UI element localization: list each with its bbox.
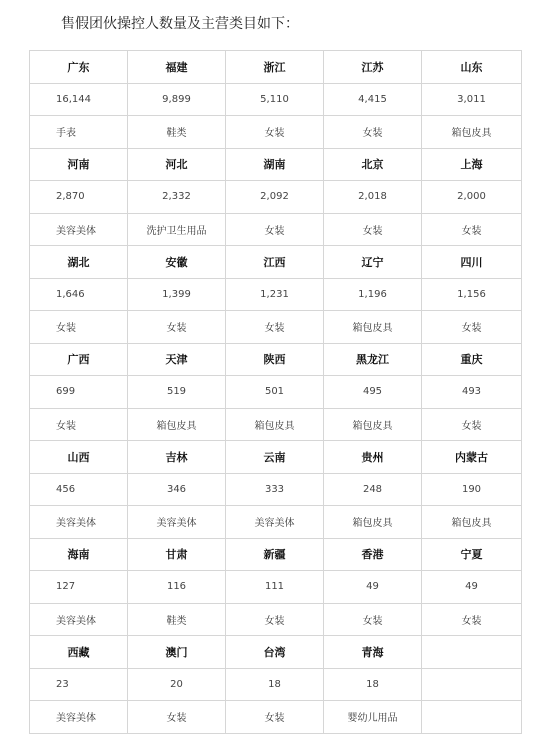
province-name: 西藏 (30, 636, 128, 669)
province-name: 青海 (324, 636, 422, 669)
main-category: 女装 (422, 213, 522, 246)
operator-count: 519 (128, 376, 226, 409)
main-category: 箱包皮具 (324, 506, 422, 539)
province-name: 台湾 (226, 636, 324, 669)
province-name: 甘肃 (128, 538, 226, 571)
province-name: 山西 (30, 441, 128, 474)
main-category: 女装 (226, 701, 324, 734)
operator-count: 1,196 (324, 278, 422, 311)
operator-count: 2,332 (128, 181, 226, 214)
category-row (30, 506, 522, 539)
main-category: 女装 (30, 408, 128, 441)
count-row (30, 668, 522, 701)
province-name: 贵州 (324, 441, 422, 474)
main-category: 女装 (422, 603, 522, 636)
page-title: 售假团伙操控人数量及主营类目如下： (61, 16, 299, 32)
province-name: 福建 (128, 51, 226, 84)
count-row (30, 83, 522, 116)
province-name: 澳门 (128, 636, 226, 669)
province-name: 湖北 (30, 246, 128, 279)
main-category: 女装 (128, 701, 226, 734)
province-name: 宁夏 (422, 538, 522, 571)
province-name: 海南 (30, 538, 128, 571)
main-category: 手表 (30, 116, 128, 149)
province-name: 河南 (30, 148, 128, 181)
main-category: 美容美体 (226, 506, 324, 539)
province-name: 江西 (226, 246, 324, 279)
main-category: 女装 (226, 213, 324, 246)
main-category: 美容美体 (30, 213, 128, 246)
main-category: 箱包皮具 (324, 408, 422, 441)
province-name: 湖南 (226, 148, 324, 181)
category-row (30, 116, 522, 149)
operator-count: 18 (324, 668, 422, 701)
main-category: 女装 (324, 213, 422, 246)
province-header-row (30, 246, 522, 279)
operator-count: 346 (128, 473, 226, 506)
province-name: 北京 (324, 148, 422, 181)
province-name: 河北 (128, 148, 226, 181)
main-category: 女装 (30, 311, 128, 344)
province-name: 四川 (422, 246, 522, 279)
province-name: 江苏 (324, 51, 422, 84)
province-header-row (30, 148, 522, 181)
operator-count: 493 (422, 376, 522, 409)
main-category: 鞋类 (128, 603, 226, 636)
category-row (30, 213, 522, 246)
operator-count: 248 (324, 473, 422, 506)
main-category: 箱包皮具 (128, 408, 226, 441)
operator-count: 1,231 (226, 278, 324, 311)
province-table (29, 50, 522, 734)
main-category: 美容美体 (30, 701, 128, 734)
category-row (30, 311, 522, 344)
category-row (30, 701, 522, 734)
operator-count: 49 (422, 571, 522, 604)
main-category: 箱包皮具 (422, 116, 522, 149)
operator-count: 1,399 (128, 278, 226, 311)
main-category: 女装 (324, 116, 422, 149)
main-category: 箱包皮具 (324, 311, 422, 344)
operator-count: 9,899 (128, 83, 226, 116)
operator-count: 16,144 (30, 83, 128, 116)
count-row (30, 473, 522, 506)
count-row (30, 181, 522, 214)
main-category: 女装 (226, 116, 324, 149)
operator-count: 18 (226, 668, 324, 701)
operator-count: 2,092 (226, 181, 324, 214)
category-row (30, 603, 522, 636)
main-category: 女装 (324, 603, 422, 636)
province-header-row (30, 538, 522, 571)
province-header-row (30, 51, 522, 84)
operator-count: 2,018 (324, 181, 422, 214)
province-name: 广东 (30, 51, 128, 84)
province-name: 天津 (128, 343, 226, 376)
province-name: 陕西 (226, 343, 324, 376)
operator-count: 20 (128, 668, 226, 701)
province-name: 云南 (226, 441, 324, 474)
operator-count: 49 (324, 571, 422, 604)
operator-count: 5,110 (226, 83, 324, 116)
province-name: 上海 (422, 148, 522, 181)
province-name: 广西 (30, 343, 128, 376)
province-name: 内蒙古 (422, 441, 522, 474)
province-name: 安徽 (128, 246, 226, 279)
operator-count: 127 (30, 571, 128, 604)
province-name: 重庆 (422, 343, 522, 376)
province-header-row (30, 343, 522, 376)
operator-count: 333 (226, 473, 324, 506)
operator-count: 23 (30, 668, 128, 701)
province-name (422, 636, 522, 669)
operator-count (422, 668, 522, 701)
operator-count: 1,156 (422, 278, 522, 311)
operator-count: 501 (226, 376, 324, 409)
province-name: 辽宁 (324, 246, 422, 279)
operator-count: 456 (30, 473, 128, 506)
province-header-row (30, 636, 522, 669)
province-name: 黑龙江 (324, 343, 422, 376)
operator-count: 699 (30, 376, 128, 409)
main-category: 女装 (226, 603, 324, 636)
operator-count: 2,870 (30, 181, 128, 214)
main-category: 美容美体 (30, 603, 128, 636)
operator-count: 3,011 (422, 83, 522, 116)
main-category: 鞋类 (128, 116, 226, 149)
count-row (30, 571, 522, 604)
count-row (30, 278, 522, 311)
province-header-row (30, 441, 522, 474)
main-category: 婴幼儿用品 (324, 701, 422, 734)
main-category: 女装 (128, 311, 226, 344)
province-name: 浙江 (226, 51, 324, 84)
province-name: 山东 (422, 51, 522, 84)
operator-count: 190 (422, 473, 522, 506)
province-name: 吉林 (128, 441, 226, 474)
operator-count: 4,415 (324, 83, 422, 116)
operator-count: 495 (324, 376, 422, 409)
province-name: 香港 (324, 538, 422, 571)
main-category: 女装 (422, 311, 522, 344)
main-category: 箱包皮具 (422, 506, 522, 539)
main-category: 美容美体 (128, 506, 226, 539)
main-category: 女装 (226, 311, 324, 344)
operator-count: 111 (226, 571, 324, 604)
operator-count: 116 (128, 571, 226, 604)
main-category: 箱包皮具 (226, 408, 324, 441)
main-category: 女装 (422, 408, 522, 441)
main-category (422, 701, 522, 734)
count-row (30, 376, 522, 409)
operator-count: 2,000 (422, 181, 522, 214)
main-category: 美容美体 (30, 506, 128, 539)
province-name: 新疆 (226, 538, 324, 571)
category-row (30, 408, 522, 441)
main-category: 洗护卫生用品 (128, 213, 226, 246)
operator-count: 1,646 (30, 278, 128, 311)
